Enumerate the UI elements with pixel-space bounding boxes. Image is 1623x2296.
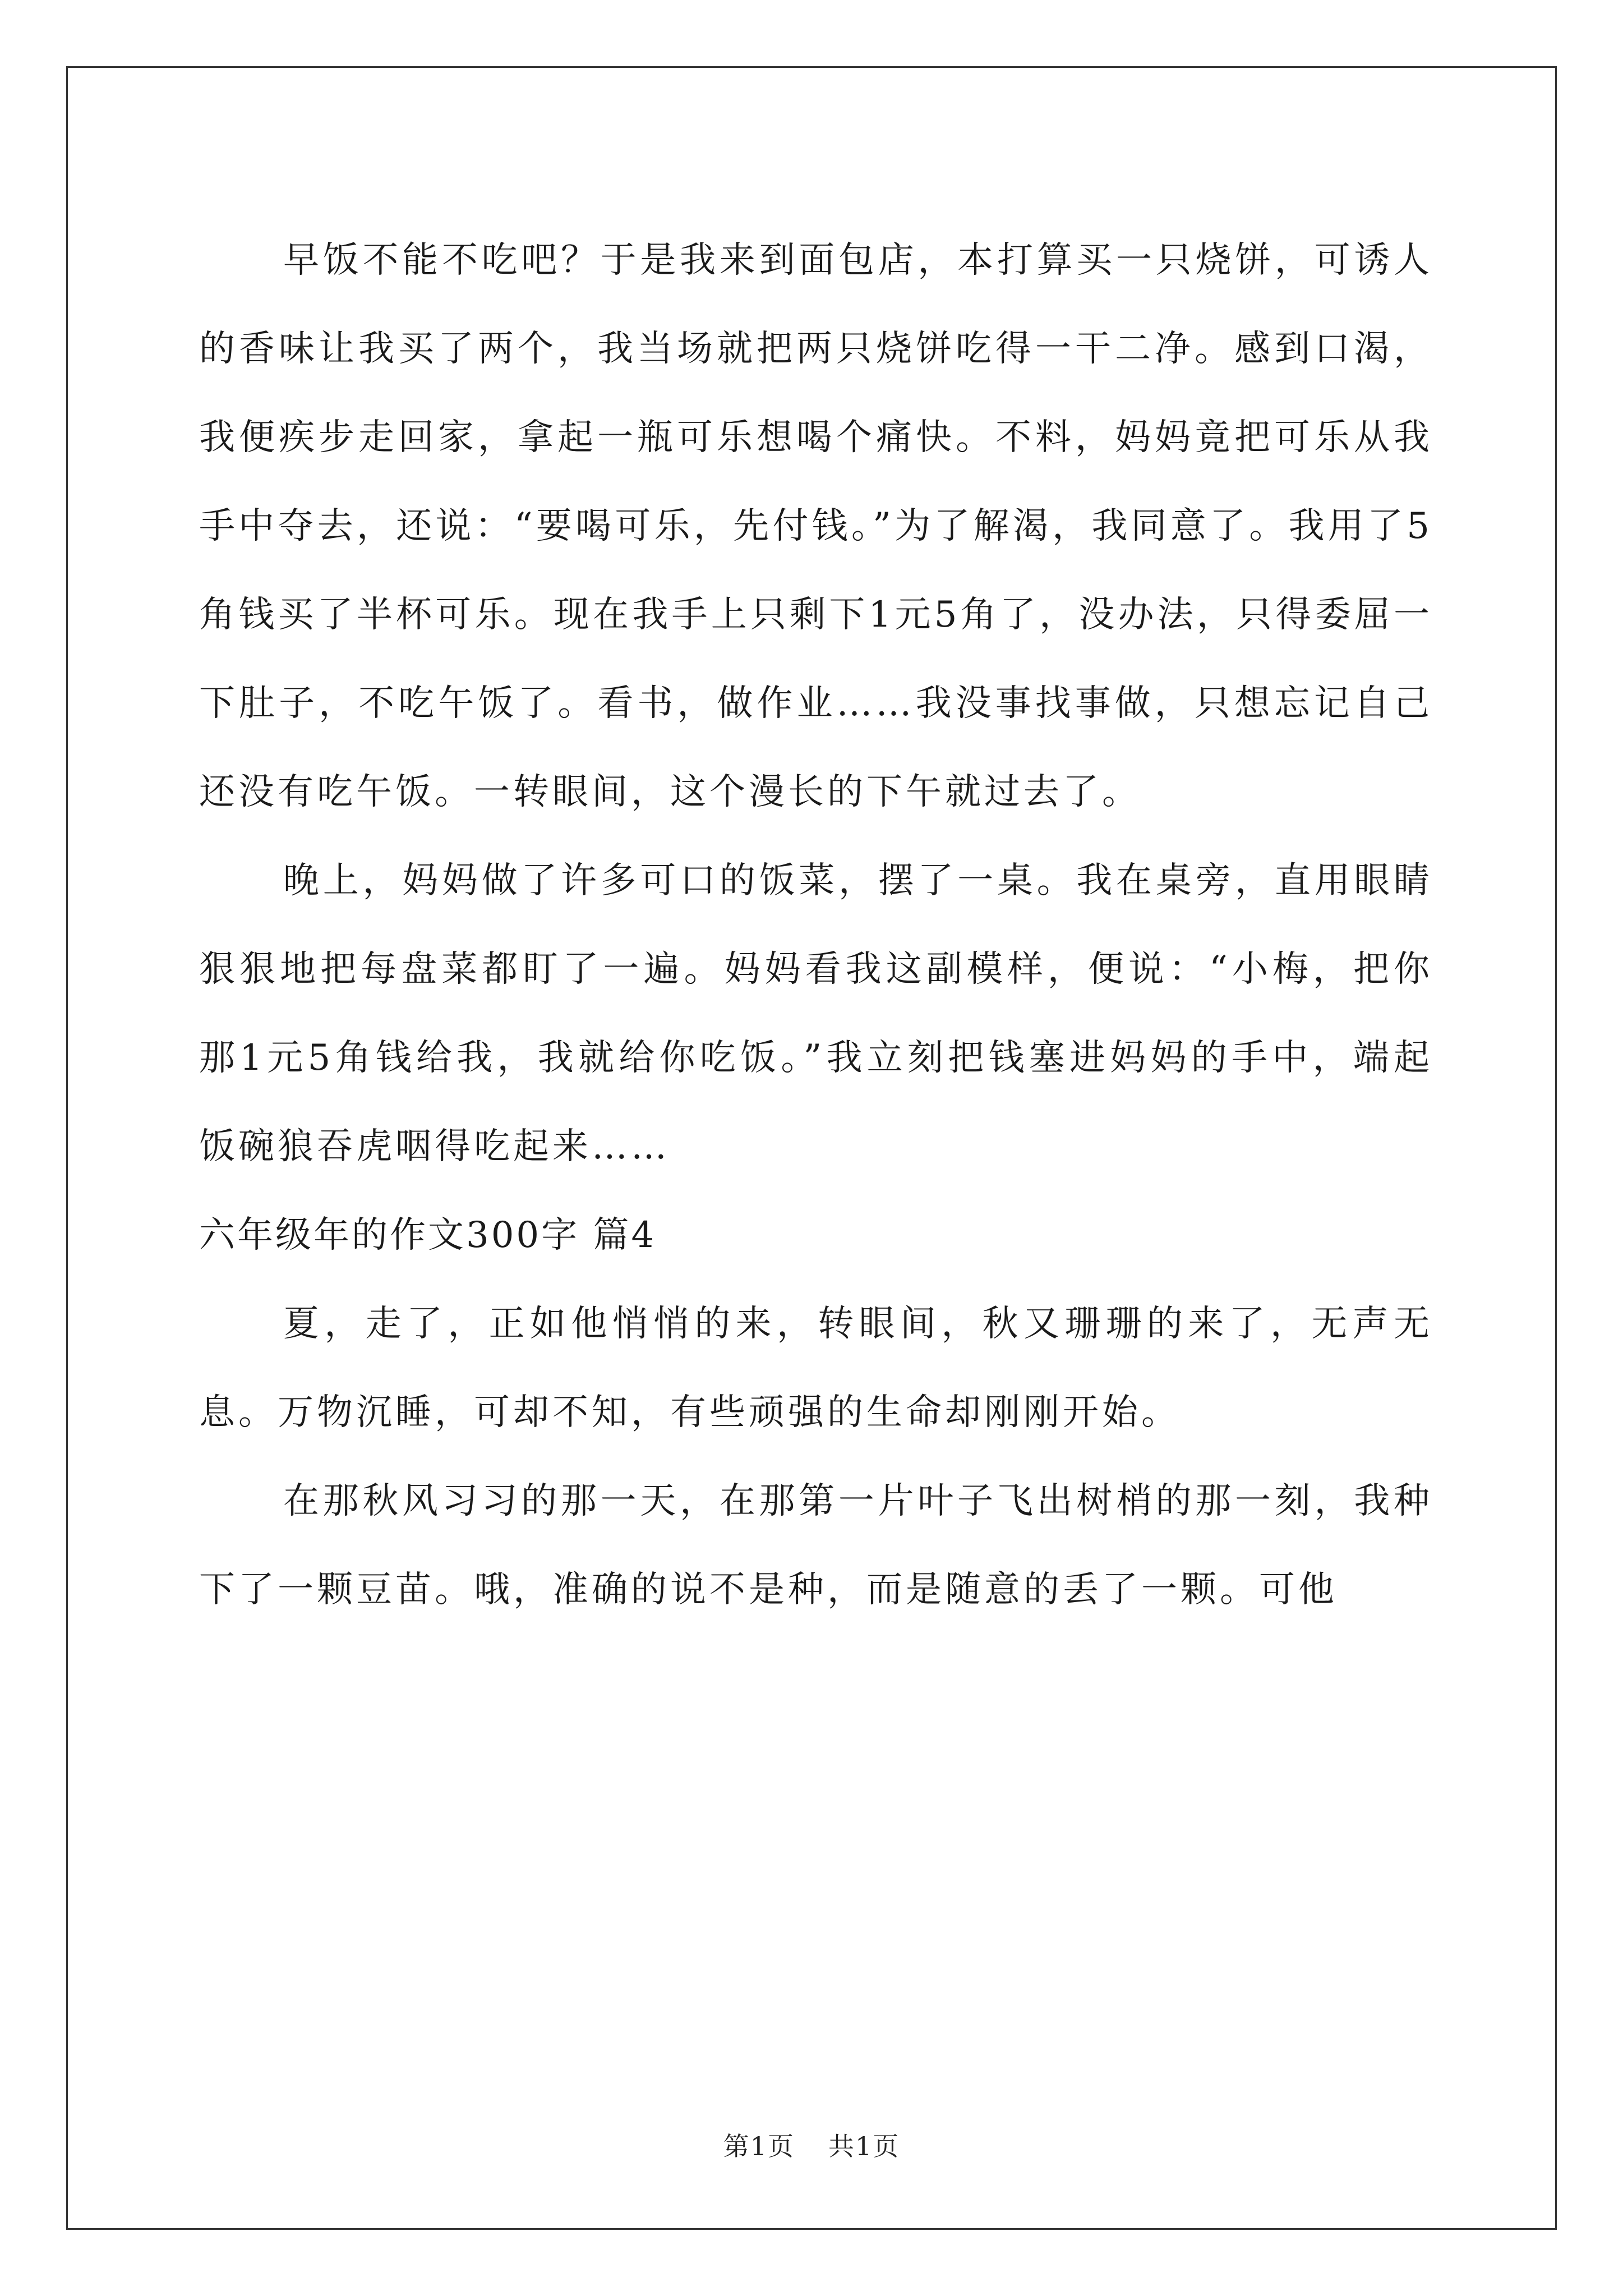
page-number-total: 共1页: [828, 2131, 900, 2161]
paragraph-1: 早饭不能不吃吧？于是我来到面包店，本打算买一只烧饼，可诱人的香味让我买了两个，我当场就把两只烧饼吃得一干二净。感到口渴，我便疾步走回家，拿起一瓶可乐想喝个痛快。不料，妈妈竟把可乐从我手中夺去，还说：“要喝可乐，先付钱。”为了解渴，我同意了。我用了5角钱买了半杯可乐。现在我手上只剩下1元5角了，没办法，只得委屈一下肚子，不吃午饭了。看书，做作业……我没事找事做，只想忘记自己还没有吃午饭。一转眼间，这个漫长的下午就过去了。: [199, 240, 1433, 813]
page-footer: [0, 2126, 1623, 2163]
section-heading: 六年级年的作文300字 篇4: [199, 1214, 657, 1256]
document-body: [199, 216, 1433, 1634]
paragraph-4: 在那秋风习习的那一天，在那第一片叶子飞出树梢的那一刻，我种下了一颗豆苗。哦，准确的说不是种，而是随意的丢了一颗。可他: [199, 1480, 1433, 1611]
page-number-current: 第1页: [723, 2131, 795, 2161]
paragraph-2: 晚上，妈妈做了许多可口的饭菜，摆了一桌。我在桌旁，直用眼睛狠狠地把每盘菜都盯了一遍。妈妈看我这副模样，便说：“小梅，把你那1元5角钱给我，我就给你吃饭。”我立刻把钱塞进妈妈的手中，端起饭碗狼吞虎咽得吃起来……: [199, 860, 1433, 1167]
paragraph-3: 夏，走了，正如他悄悄的来，转眼间，秋又珊珊的来了，无声无息。万物沉睡，可却不知，有些顽强的生命却刚刚开始。: [199, 1303, 1433, 1433]
